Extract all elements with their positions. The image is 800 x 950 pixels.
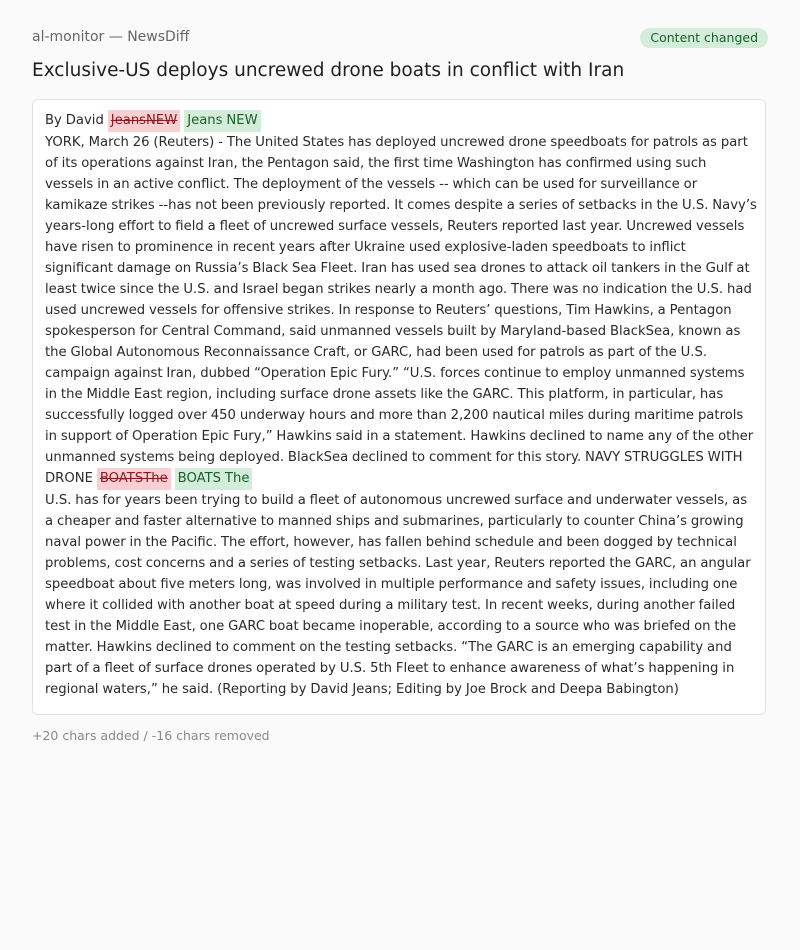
status-badge: Content changed — [640, 28, 768, 48]
article-body — [45, 110, 757, 700]
diff-card — [32, 99, 766, 715]
byline — [45, 110, 757, 132]
added-text: Jeans NEW — [184, 110, 260, 132]
byline-prefix: By David — [45, 113, 104, 128]
page-header — [32, 28, 768, 50]
removed-text: BOATSThe — [97, 468, 171, 490]
paragraph-1-text: YORK, March 26 (Reuters) - The United States has deployed uncrewed drone speedboats for patrols as part of its operations against Iran, the Pentagon said, the first time Washington has confirmed using such vessels in an active conflict. The deployment of the vessels -- which can be used for surveillance or kamikaze strikes --has not been previously reported. It comes despite a series of setbacks in the U.S. Navy’s years-long effort to field a fleet of uncrewed surface vessels, Reuters reported last year. Uncrewed vessels have risen to prominence in recent years after Ukraine used explosive-laden speedboats to inflict significant damage on Russia’s Black Sea Fleet. Iran has used sea drones to attack oil tankers in the Gulf at least twice since the U.S. and Israel began strikes nearly a month ago. There was no indication the U.S. had used uncrewed vessels for offensive strikes. In response to Reuters’ questions, Tim Hawkins, a Pentagon spokesperson for Central Command, said unmanned vessels built by Maryland-based BlackSea, known as the Global Autonomous Reconnaissance Craft, or GARC, had been used for patrols as part of the U.S. campaign against Iran, dubbed “Operation Epic Fury.” “U.S. forces continue to employ unmanned systems in the Middle East region, including surface drone assets like the GARC. This platform, in particular, has successfully logged over 450 underway hours and more than 2,200 nautical miles during maritime patrols in support of Operation Epic Fury,” Hawkins said in a statement. Hawkins declined to name any of the other unmanned systems being deployed. BlackSea declined to comment for this story. NAVY STRUGGLES WITH DRONE — [45, 135, 757, 486]
removed-text: JeansNEW — [108, 110, 181, 132]
diff-stats: +20 chars added / -16 chars removed — [32, 728, 270, 743]
added-text: BOATS The — [175, 468, 253, 490]
article-title: Exclusive-US deploys uncrewed drone boats in conflict with Iran — [32, 60, 625, 81]
source-label: al-monitor — NewsDiff — [32, 29, 190, 45]
paragraph-2: U.S. has for years been trying to build a fleet of autonomous uncrewed surface and underwater vessels, as a cheaper and faster alternative to manned ships and submarines, particularly to counter China’s growing naval power in the Pacific. The effort, however, has fallen behind schedule and been dogged by technical problems, cost concerns and a series of testing setbacks. Last year, Reuters reported the GARC, an angular speedboat about five meters long, was involved in multiple performance and safety issues, including one where it collided with another boat at speed during a military test. In recent weeks, during another failed test in the Middle East, one GARC boat became inoperable, according to a source who was briefed on the matter. Hawkins declined to comment on the testing setbacks. “The GARC is an emerging capability and part of a fleet of surface drones operated by U.S. 5th Fleet to enhance awareness of what’s happening in regional waters,” he said. (Reporting by David Jeans; Editing by Joe Brock and Deepa Babington) — [45, 493, 751, 697]
paragraph-1 — [45, 132, 757, 490]
